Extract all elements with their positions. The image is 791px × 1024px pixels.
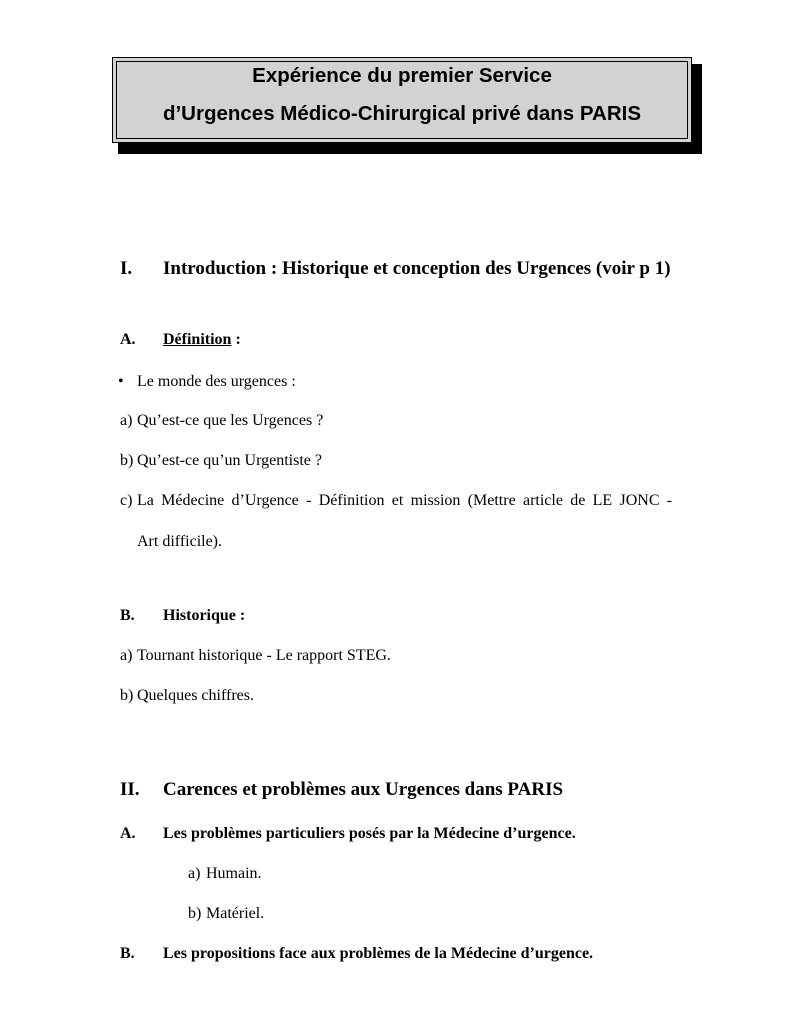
list-item-mark: b) <box>120 452 134 469</box>
list-item-mark: c) <box>120 492 133 509</box>
list-item: Humain. <box>206 865 262 882</box>
bullet-icon: • <box>118 373 124 390</box>
definition-label: Définition <box>163 331 232 348</box>
section-1b-heading: Historique : <box>163 607 246 624</box>
section-2-heading: Carences et problèmes aux Urgences dans PARIS <box>163 779 564 800</box>
list-item-continuation: Art difficile). <box>137 533 223 550</box>
title-line-1: Expérience du premier Service <box>252 64 552 87</box>
section-1a-letter: A. <box>120 331 136 348</box>
list-item: Qu’est-ce que les Urgences ? <box>137 412 324 429</box>
list-item-mark: a) <box>188 865 201 882</box>
section-2b-letter: B. <box>120 945 135 962</box>
section-1a-heading <box>163 331 241 349</box>
bullet-text: Le monde des urgences : <box>137 373 296 390</box>
section-2-number: II. <box>120 779 140 800</box>
list-item: Tournant historique - Le rapport STEG. <box>137 647 391 664</box>
list-item-mark: a) <box>120 412 133 429</box>
list-item-mark: b) <box>188 905 202 922</box>
list-item-mark: b) <box>120 687 134 704</box>
title-box <box>112 57 692 143</box>
section-2a-letter: A. <box>120 825 136 842</box>
title-line-2: d’Urgences Médico-Chirurgical privé dans PARIS <box>162 102 642 125</box>
list-item: Qu’est-ce qu’un Urgentiste ? <box>137 452 322 469</box>
list-item: Quelques chiffres. <box>137 687 254 704</box>
section-1-number: I. <box>120 258 133 279</box>
list-item-mark: a) <box>120 647 133 664</box>
section-1-heading: Introduction : Historique et conception des Urgences (voir p 1) <box>163 258 671 279</box>
definition-colon: : <box>231 331 241 348</box>
list-item: La Médecine d’Urgence - Définition et mission (Mettre article de LE JONC - <box>137 492 673 509</box>
section-2a-heading: Les problèmes particuliers posés par la Médecine d’urgence. <box>163 825 576 842</box>
section-1b-letter: B. <box>120 607 135 624</box>
list-item: Matériel. <box>206 905 265 922</box>
section-2b-heading: Les propositions face aux problèmes de la Médecine d’urgence. <box>163 945 594 962</box>
